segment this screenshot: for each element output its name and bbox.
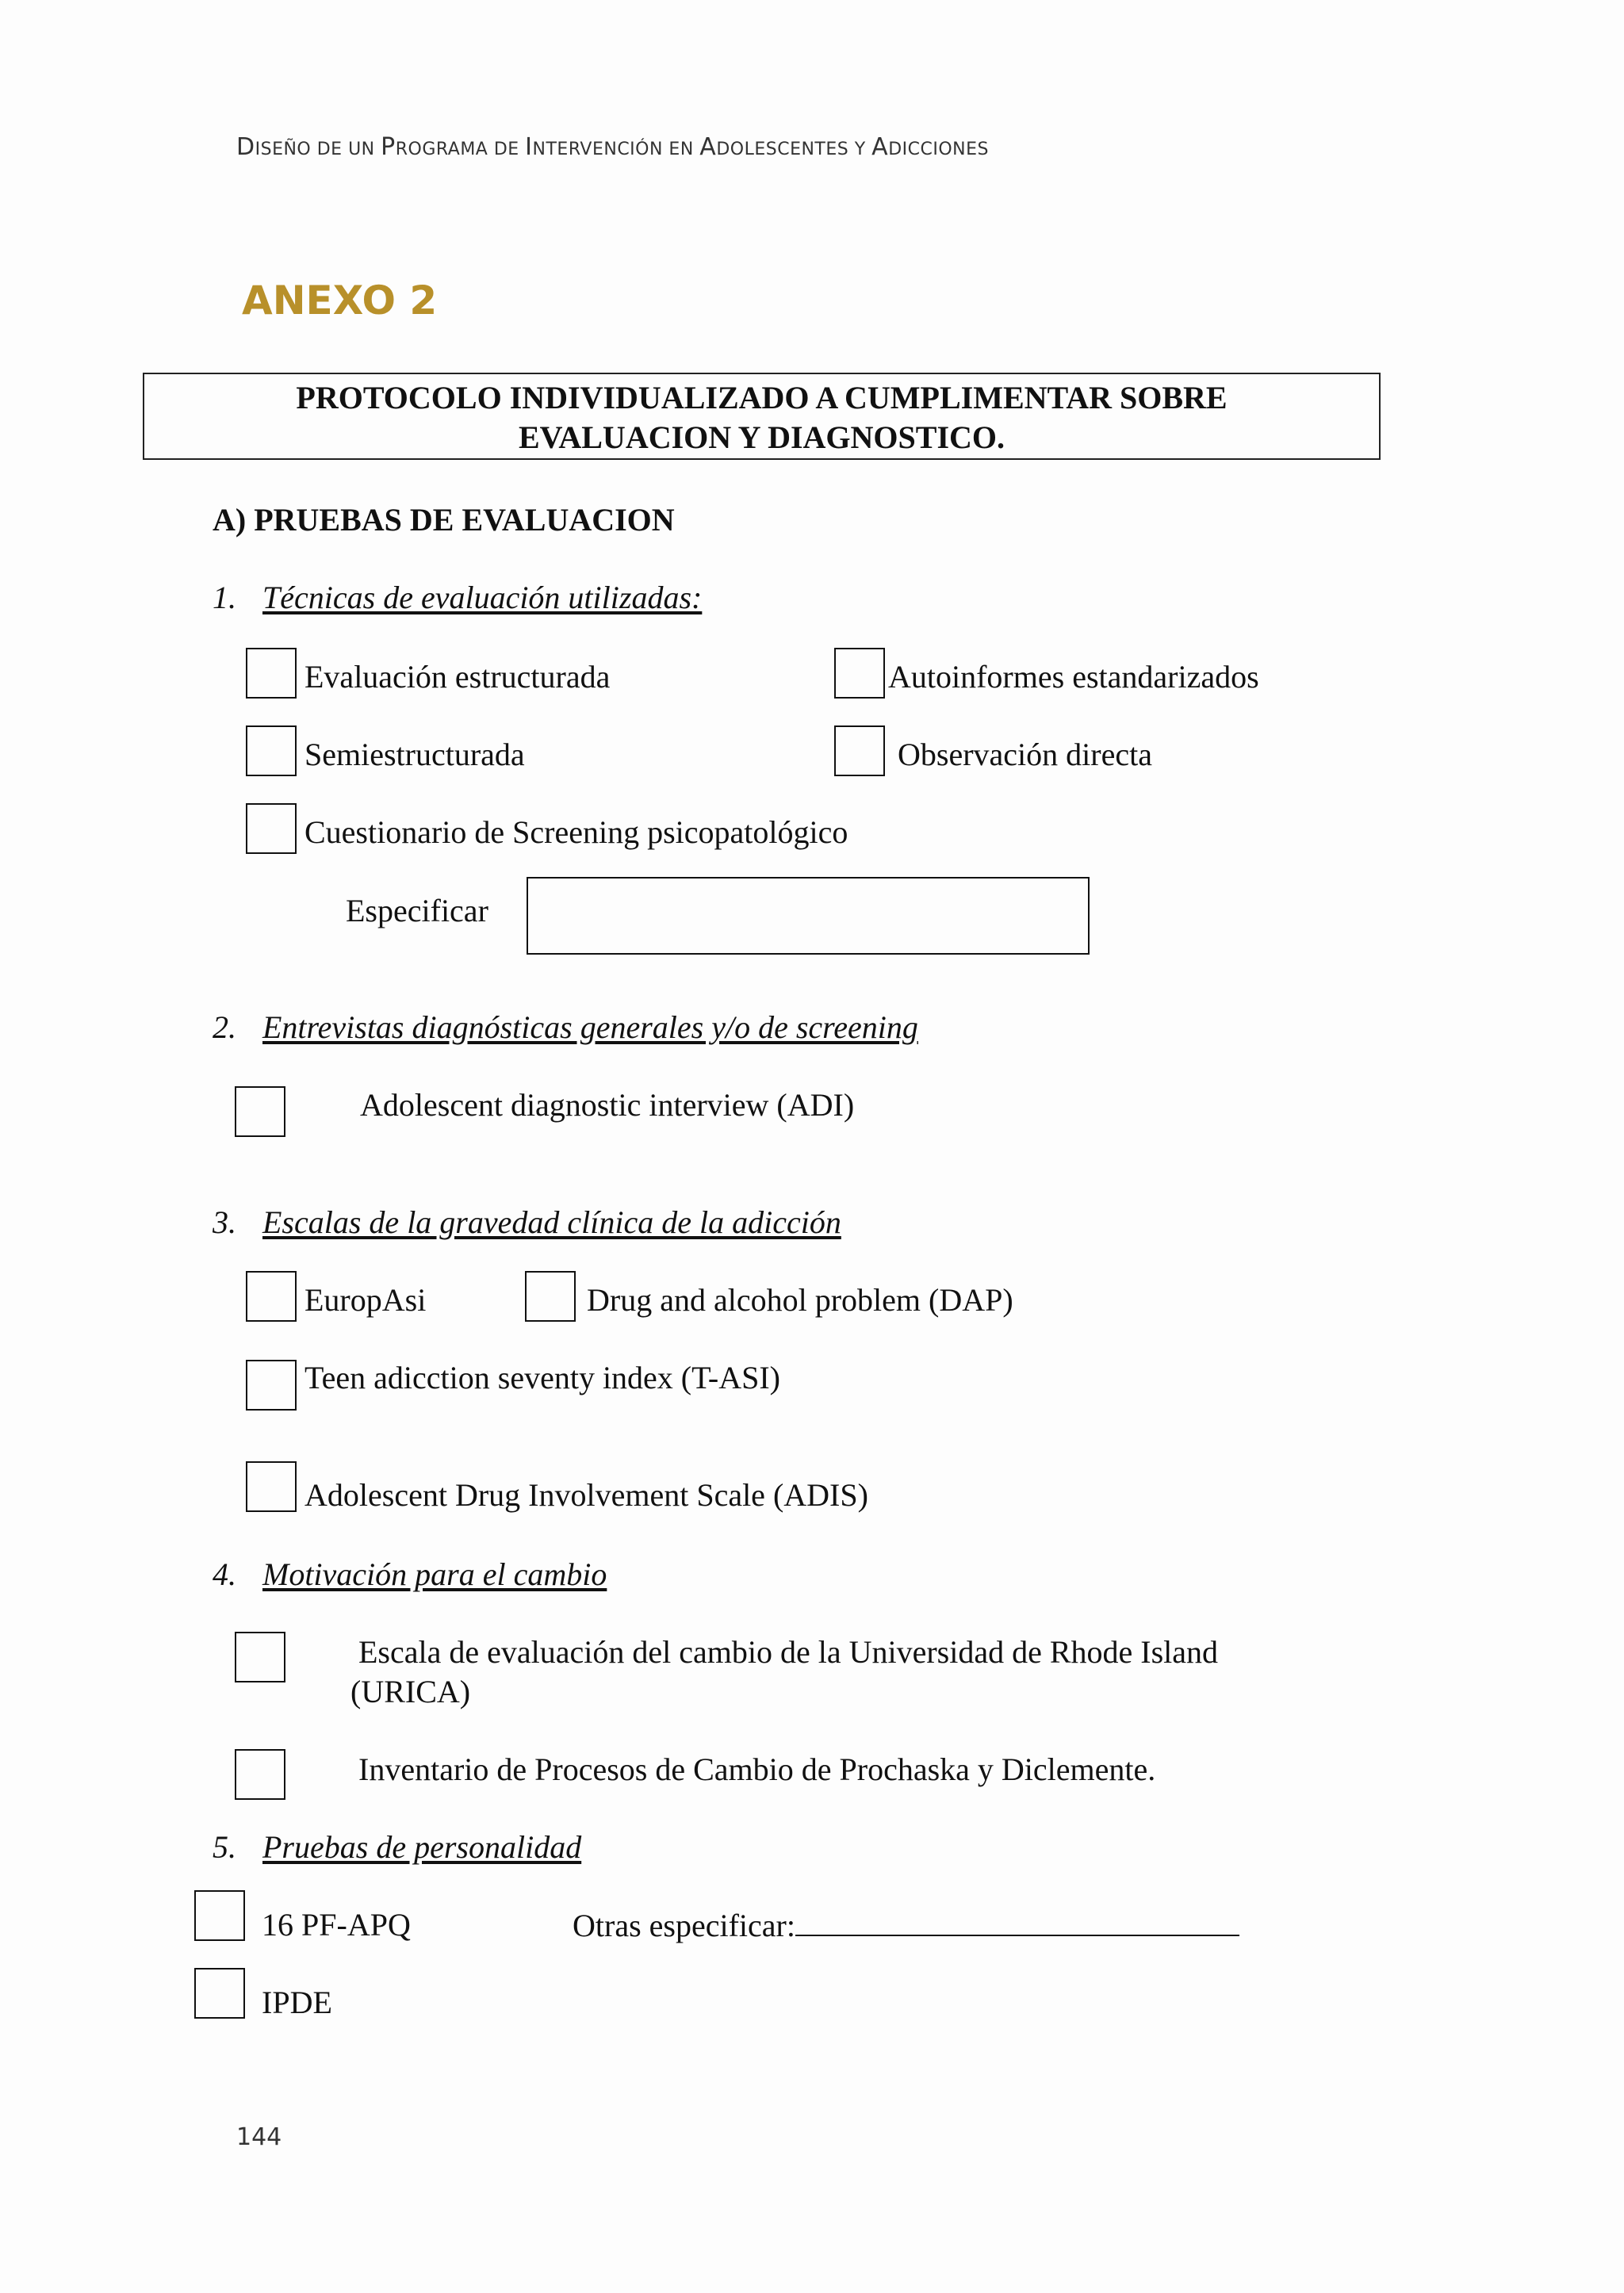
label-adi: Adolescent diagnostic interview (ADI) (360, 1087, 855, 1123)
item-1-heading (213, 579, 702, 616)
label-dap: Drug and alcohol problem (DAP) (587, 1282, 1013, 1318)
label-adis: Adolescent Drug Involvement Scale (ADIS) (304, 1477, 868, 1513)
label-16pf-apq: 16 PF-APQ (262, 1907, 411, 1943)
header-initial: D (236, 133, 255, 161)
label-prochaska: Inventario de Procesos de Cambio de Prochaska y Diclemente. (358, 1751, 1156, 1787)
checkbox-adis[interactable] (246, 1461, 297, 1512)
item-label: Escalas de la gravedad clínica de la adicción (262, 1204, 841, 1240)
checkbox-autoinformes[interactable] (834, 648, 885, 699)
section-a-heading: A) PRUEBAS DE EVALUACION (213, 502, 675, 538)
checkbox-urica[interactable] (235, 1632, 285, 1682)
protocol-title-line2: EVALUACION Y DIAGNOSTICO. (518, 419, 1005, 455)
label-europasi: EuropAsi (304, 1282, 427, 1318)
header-smallcaps: ROGRAMA DE (395, 140, 526, 159)
checkbox-tasi[interactable] (246, 1360, 297, 1411)
label-semiestructurada: Semiestructurada (304, 737, 525, 772)
header-smallcaps: NTERVENCIÓN EN (532, 140, 700, 159)
otras-especificar-row (573, 1906, 1239, 1945)
item-label: Motivación para el cambio (262, 1556, 607, 1592)
label-ipde: IPDE (262, 1985, 332, 2020)
checkbox-cuestionario-screening[interactable] (246, 803, 297, 854)
header-smallcaps: ISEÑO DE UN (255, 140, 381, 159)
item-label: Técnicas de evaluación utilizadas: (262, 580, 703, 615)
item-number: 3. (213, 1204, 236, 1240)
label-tasi: Teen adicction seventy index (T-ASI) (304, 1360, 780, 1395)
header-initial: A (699, 133, 717, 161)
header-smallcaps: DOLESCENTES Y (716, 140, 872, 159)
page-number: 144 (236, 2123, 282, 2151)
label-especificar: Especificar (346, 893, 488, 928)
label-autoinformes: Autoinformes estandarizados (888, 659, 1259, 695)
header-initial: I (525, 133, 533, 161)
label-cuestionario-screening: Cuestionario de Screening psicopatológico (304, 814, 848, 850)
item-number: 5. (213, 1829, 236, 1865)
checkbox-dap[interactable] (525, 1271, 576, 1322)
especificar-field[interactable] (527, 877, 1090, 955)
label-urica-line2: (URICA) (350, 1674, 471, 1709)
item-number: 1. (213, 580, 236, 615)
item-5-heading (213, 1828, 581, 1866)
item-3-heading (213, 1204, 841, 1241)
checkbox-ipde[interactable] (194, 1968, 245, 2019)
header-smallcaps: DICCIONES (888, 140, 989, 159)
checkbox-europasi[interactable] (246, 1271, 297, 1322)
annex-title: ANEXO 2 (242, 278, 438, 323)
checkbox-observacion-directa[interactable] (834, 725, 885, 776)
header-initial: A (871, 133, 889, 161)
checkbox-adi[interactable] (235, 1086, 285, 1137)
label-otras-especificar: Otras especificar: (573, 1908, 795, 1943)
label-evaluacion-estructurada: Evaluación estructurada (304, 659, 611, 695)
checkbox-evaluacion-estructurada[interactable] (246, 648, 297, 699)
protocol-title-line1: PROTOCOLO INDIVIDUALIZADO A CUMPLIMENTAR SOBRE (296, 380, 1228, 415)
header-initial: P (381, 133, 396, 161)
protocol-title-box (143, 373, 1381, 460)
label-urica-line1: Escala de evaluación del cambio de la Universidad de Rhode Island (358, 1634, 1219, 1670)
checkbox-prochaska[interactable] (235, 1749, 285, 1800)
item-2-heading (213, 1009, 918, 1046)
label-observacion-directa: Observación directa (898, 737, 1152, 772)
item-label: Entrevistas diagnósticas generales y/o de screening (262, 1009, 918, 1045)
item-number: 2. (213, 1009, 236, 1045)
checkbox-semiestructurada[interactable] (246, 725, 297, 776)
item-number: 4. (213, 1556, 236, 1592)
running-header (236, 133, 989, 161)
otras-especificar-field[interactable] (795, 1906, 1239, 1936)
checkbox-16pf-apq[interactable] (194, 1890, 245, 1941)
item-4-heading (213, 1556, 607, 1593)
item-label: Pruebas de personalidad (262, 1829, 582, 1865)
